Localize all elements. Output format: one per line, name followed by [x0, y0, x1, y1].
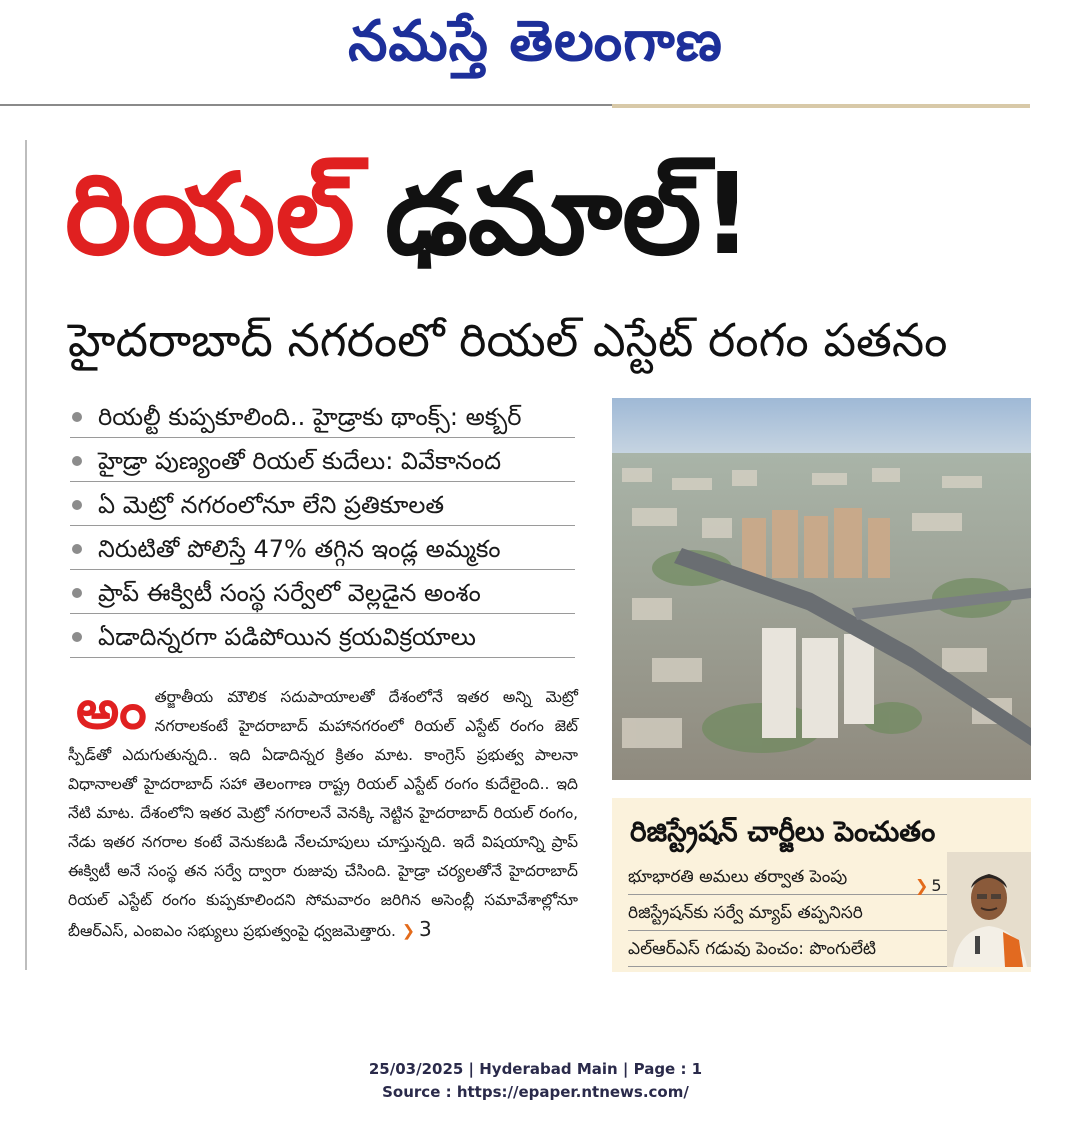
bullet-icon [72, 412, 82, 422]
related-story-page-link[interactable] [915, 876, 942, 895]
highlight-text: నిరుటితో పోలిస్తే 47% తగ్గిన ఇండ్ల అమ్మకం [98, 535, 501, 563]
highlight-text: రియల్టీ కుప్పకూలింది.. హైడ్రాకు థాంక్స్: అక్బర్ [98, 403, 522, 431]
highlight-text: ఏ మెట్రో నగరంలోనూ లేని ప్రతికూలత [98, 491, 445, 519]
chevron-right-icon: ❯ [915, 876, 929, 895]
newspaper-logo: నమస్తే తెలంగాణ [348, 9, 723, 74]
source-link[interactable]: Source : https://epaper.ntnews.com/ [382, 1083, 689, 1101]
masthead-divider-accent [612, 104, 1030, 108]
highlight-item [70, 485, 575, 526]
minister-portrait [947, 852, 1031, 967]
highlight-item [70, 573, 575, 614]
bullet-icon [72, 544, 82, 554]
highlight-item [70, 529, 575, 570]
highlight-text: హైడ్రా పుణ్యంతో రియల్ కుదేలు: వివేకానంద [98, 447, 502, 475]
article-body [68, 678, 578, 946]
bullet-icon [72, 456, 82, 466]
related-story-point: రిజిస్ట్రేషన్‌కు సర్వే మ్యాప్ తప్పనిసరి [628, 896, 948, 931]
edition-info: 25/03/2025 | Hyderabad Main | Page : 1 [368, 1060, 703, 1078]
related-story-point: ఎల్‌ఆర్‌ఎస్ గడువు పెంచం: పొంగులేటి [628, 932, 948, 967]
highlight-list [70, 397, 575, 661]
continued-page-number: 3 [418, 917, 432, 941]
related-story-point: భూభారతి అమలు తర్వాత పెంపు [628, 860, 948, 895]
headline [65, 135, 1045, 295]
headline-part-red: రియల్ [65, 150, 355, 280]
drop-cap: అం [76, 678, 147, 741]
bullet-icon [72, 632, 82, 642]
bullet-icon [72, 588, 82, 598]
city-aerial-photo [612, 398, 1031, 780]
city-photo-graphic [612, 398, 1031, 780]
headline-part-black: ఢమాల్! [384, 150, 753, 280]
related-story-box [612, 798, 1031, 972]
masthead [0, 0, 1071, 110]
highlight-item [70, 441, 575, 482]
article-left-border [25, 140, 27, 970]
page-footer [0, 1058, 1071, 1104]
related-story-points [628, 860, 948, 968]
related-story-page-number: 5 [931, 876, 942, 895]
highlight-item [70, 397, 575, 438]
chevron-right-icon: ❯ [401, 922, 415, 940]
bullet-icon [72, 500, 82, 510]
subheadline: హైదరాబాద్ నగరంలో రియల్ ఎస్టేట్ రంగం పతనం [68, 313, 948, 367]
highlight-item [70, 617, 575, 658]
article-text: తర్జాతీయ మౌలిక సదుపాయాలతో దేశంలోనే ఇతర అన్ని మెట్రో నగరాలకంటే హైదరాబాద్ మహానగరంలో రియల్ ఎస్టేట్ రంగం జెట్ స్పీడ్‌తో ఎదుగుతున్నది.. ఇది ఏడాదిన్నర క్రితం మాట. కాంగ్రెస్ ప్రభుత్వ పాలనా విధానాలతో హైదరాబాద్ సహా తెలంగాణ రాష్ట్ర రియల్ ఎస్టేట్ రంగం కుదేలైంది.. ఇది నేటి మాట. దేశంలోని ఇతర మెట్రో నగరాలనే వెనక్కి నెట్టిన హైదరాబాద్ రియల్ రంగం, నేడు ఇతర నగరాల కంటే వెనుకబడి నేలచూపులు చూస్తున్నది. ఇదే విషయాన్ని ప్రాప్ ఈక్విటీ అనే సంస్థ తన సర్వే ద్వారా రుజువు చేసింది. హైడ్రా చర్యలతోనే హైదరాబాద్ రియల్ ఎస్టేట్ రంగం కుప్పకూలిందని సోమవారం జరిగిన అసెంబ్లీ సమావేశాల్లోనూ బీఆర్‌ఎస్, ఎంఐఎం సభ్యులు ప్రభుత్వంపై ధ్వజమెత్తారు. [68, 688, 578, 940]
highlight-text: ఏడాదిన్నరగా పడిపోయిన క్రయవిక్రయాలు [98, 623, 476, 651]
highlight-text: ప్రాప్ ఈక్విటీ సంస్థ సర్వేలో వెల్లడైన అంశం [98, 579, 481, 607]
related-story-title: రిజిస్ట్రేషన్ చార్జీలు పెంచుతం [630, 815, 936, 848]
continued-on-link[interactable] [402, 915, 432, 946]
portrait-graphic [947, 852, 1031, 967]
